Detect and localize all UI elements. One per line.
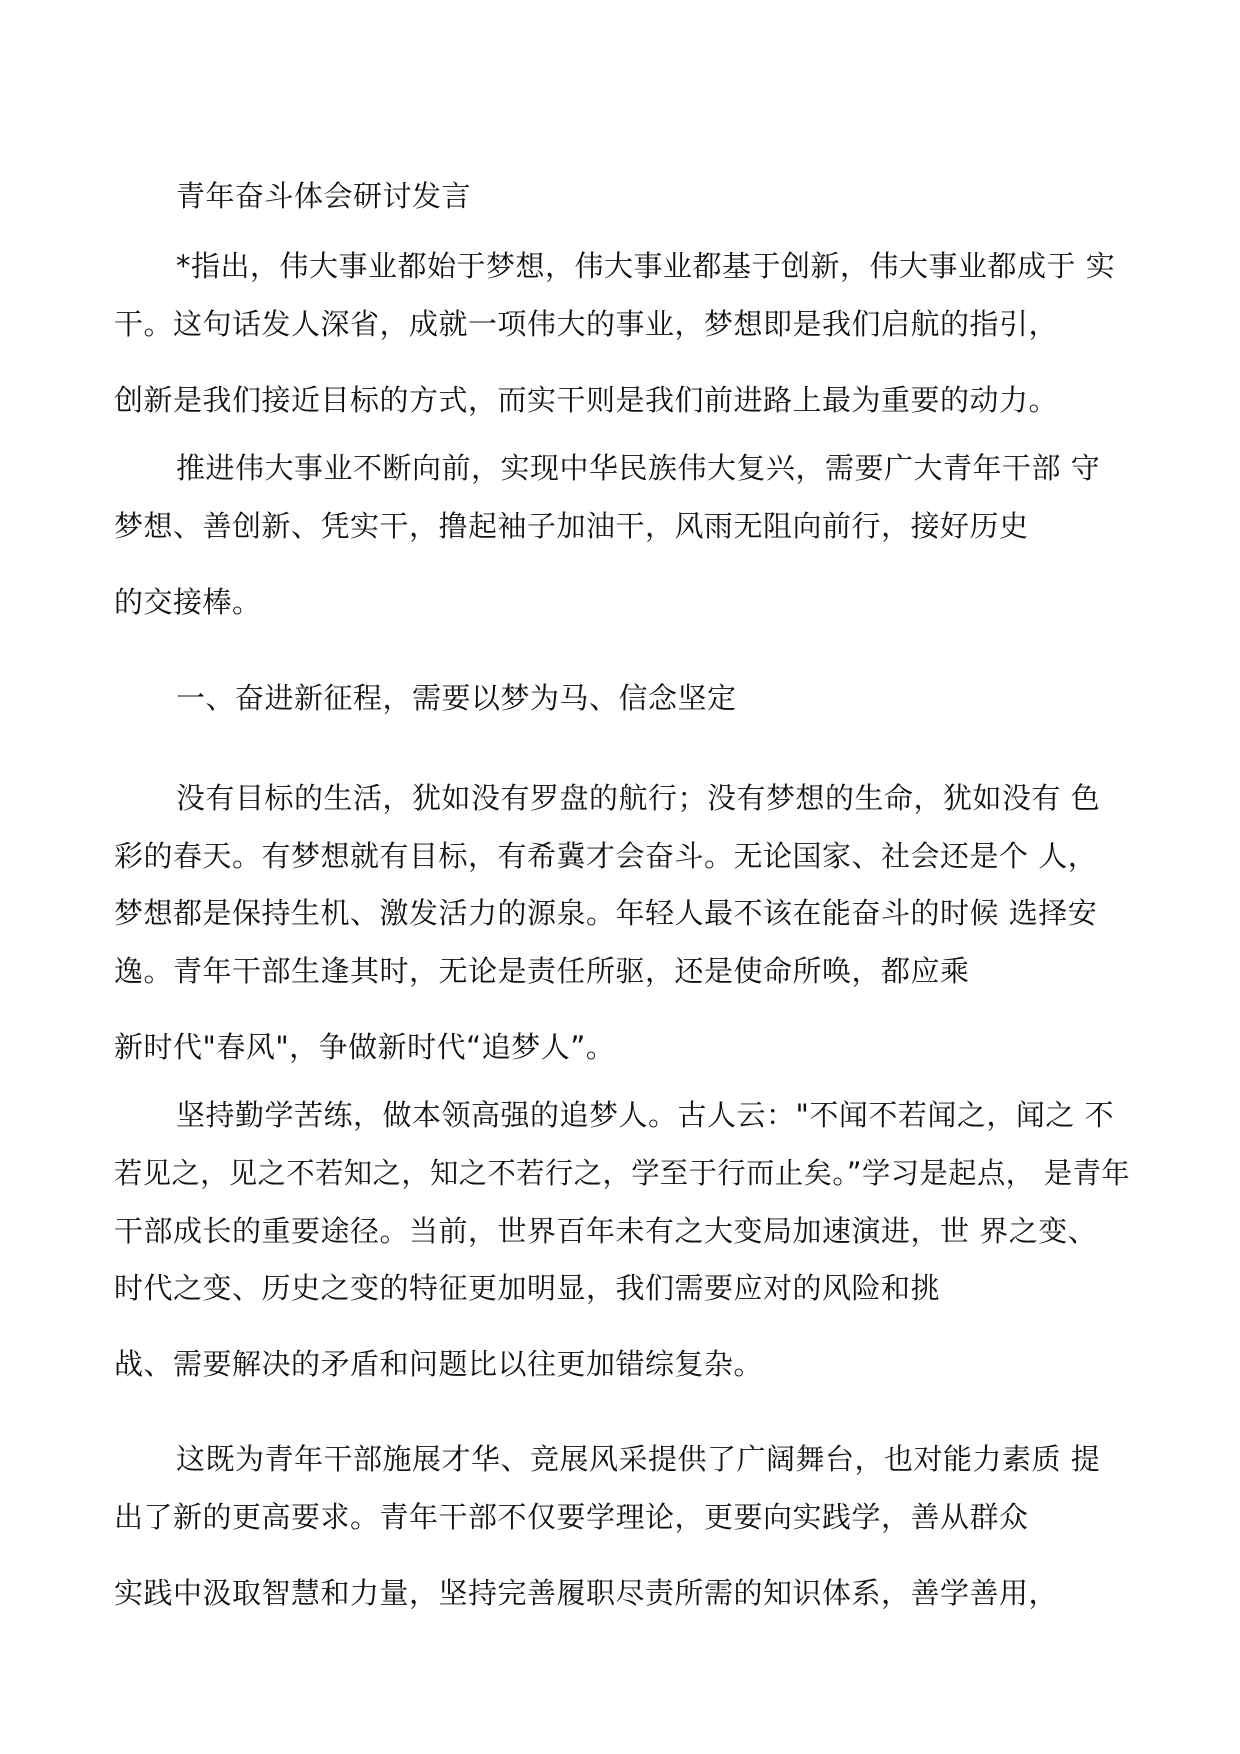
paragraph-line: 没有目标的生活，犹如没有罗盘的航行；没有梦想的生命，犹如没有 色 bbox=[176, 781, 1101, 815]
paragraph-line: 若见之，见之不若知之，知之不若行之，学至于行而止矣。”学习是起点， 是青年 bbox=[114, 1156, 1131, 1190]
paragraph-line: 坚持勤学苦练，做本领高强的追梦人。古人云："不闻不若闻之，闻之 不 bbox=[176, 1098, 1115, 1132]
paragraph-line: 梦想、善创新、凭实干，撸起袖子加油干，风雨无阻向前行，接好历史 bbox=[114, 509, 1029, 543]
paragraph-line: 干。这句话发人深省，成就一项伟大的事业，梦想即是我们启航的指引， bbox=[114, 307, 1059, 341]
paragraph-line: 战、需要解决的矛盾和问题比以往更加错综复杂。 bbox=[114, 1347, 764, 1381]
document-title: 青年奋斗体会研讨发言 bbox=[176, 179, 472, 213]
paragraph-line: 推进伟大事业不断向前，实现中华民族伟大复兴，需要广大青年干部 守 bbox=[176, 451, 1101, 485]
paragraph-line: 的交接棒。 bbox=[114, 585, 262, 619]
paragraph-line: 梦想都是保持生机、激发活力的源泉。年轻人最不该在能奋斗的时候 选择安 bbox=[114, 896, 1098, 930]
paragraph-line: 实践中汲取智慧和力量，坚持完善履职尽责所需的知识体系，善学善用， bbox=[114, 1576, 1059, 1610]
section-heading: 一、奋进新征程，需要以梦为马、信念坚定 bbox=[176, 681, 737, 715]
paragraph-line: *指出，伟大事业都始于梦想，伟大事业都基于创新，伟大事业都成于 实 bbox=[176, 249, 1116, 283]
paragraph-line: 干部成长的重要途径。当前，世界百年未有之大变局加速演进，世 界之变、 bbox=[114, 1214, 1098, 1248]
paragraph-line: 逸。青年干部生逢其时，无论是责任所驱，还是使命所唤，都应乘 bbox=[114, 954, 970, 988]
paragraph-line: 这既为青年干部施展才华、竞展风采提供了广阔舞台，也对能力素质 提 bbox=[176, 1442, 1101, 1476]
paragraph-line: 新时代"春风"，争做新时代“追梦人”。 bbox=[114, 1030, 616, 1064]
paragraph-line: 出了新的更高要求。青年干部不仅要学理论，更要向实践学，善从群众 bbox=[114, 1500, 1029, 1534]
paragraph-line: 彩的春天。有梦想就有目标，有希冀才会奋斗。无论国家、社会还是个 人， bbox=[114, 839, 1098, 873]
paragraph-line: 时代之变、历史之变的特征更加明显，我们需要应对的风险和挑 bbox=[114, 1271, 941, 1305]
paragraph-line: 创新是我们接近目标的方式，而实干则是我们前进路上最为重要的动力。 bbox=[114, 383, 1059, 417]
